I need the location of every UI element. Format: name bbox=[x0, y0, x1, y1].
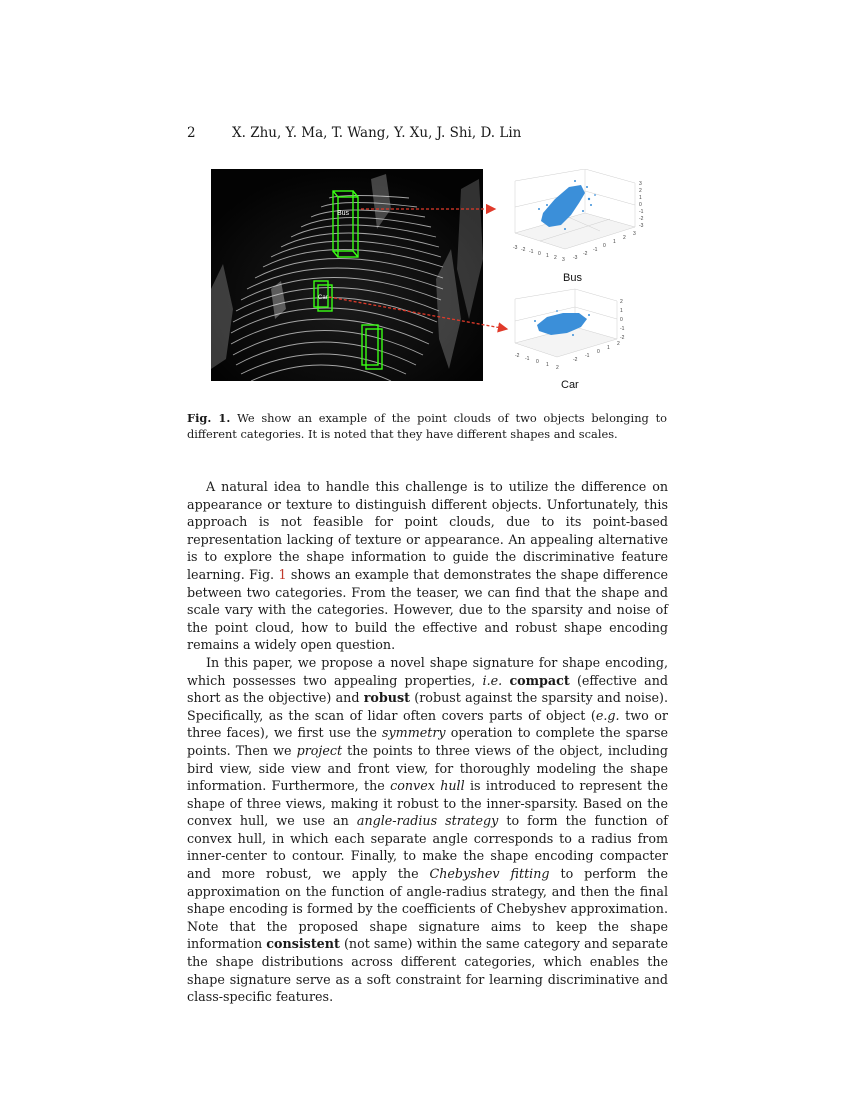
para2-compact: compact bbox=[509, 672, 570, 688]
para2-text: (not same) within the same category and separate the shape distributions across different categories, which enables the shape signature serve as a soft constraint for learning discriminative and class-specific features. bbox=[187, 936, 668, 1005]
para2-text: operation to complete the sparse points. Then we bbox=[187, 725, 668, 758]
car-xtick: 1 bbox=[546, 362, 549, 368]
para2-text: to perform the approximation on the function of angle-radius strategy, and then the final shape encoding is formed by the coefficients of Chebyshev approximation. Note that the proposed shape signature aims to keep the shape information bbox=[187, 866, 668, 952]
para2-consistent: consistent bbox=[266, 936, 340, 952]
car-ztick: -2 bbox=[620, 335, 625, 341]
bus-ztick: 0 bbox=[639, 202, 642, 208]
figure-reference-link[interactable]: 1 bbox=[278, 566, 287, 582]
bus-xtick: 2 bbox=[554, 255, 557, 261]
para2-eg: e.g. bbox=[595, 707, 620, 723]
para2-ie: i.e. bbox=[482, 672, 503, 688]
paragraph-2 bbox=[187, 654, 668, 1006]
car-ztick: 0 bbox=[620, 317, 623, 323]
figure-caption bbox=[187, 410, 667, 442]
car-ytick: 0 bbox=[597, 349, 600, 355]
bus-ytick: 2 bbox=[623, 235, 626, 241]
car-ytick: 2 bbox=[617, 341, 620, 347]
bus-ztick: -2 bbox=[639, 216, 644, 222]
car-xtick: -1 bbox=[525, 356, 530, 362]
car-ztick: -1 bbox=[620, 326, 625, 332]
para2-project: project bbox=[296, 742, 343, 758]
lidar-label-bus: Bus bbox=[337, 210, 350, 217]
caption-text: We show an example of the point clouds of two objects belonging to different categories. It is noted that they have different shapes and scales. bbox=[187, 411, 667, 441]
lidar-scene-graphic bbox=[211, 169, 483, 381]
car-xtick: 0 bbox=[536, 359, 539, 365]
running-authors: X. Zhu, Y. Ma, T. Wang, Y. Xu, J. Shi, D. Lin bbox=[232, 125, 522, 141]
bus-ztick: 1 bbox=[639, 195, 642, 201]
para2-text: (robust against the sparsity and noise). Specifically, as the scan of lidar often covers parts of object ( bbox=[187, 690, 668, 723]
lidar-label-car: Car bbox=[318, 295, 328, 301]
bus-ztick: 3 bbox=[639, 181, 642, 187]
para1-text-b: shows an example that demonstrates the shape difference between two categories. From the teaser, we can find that the shape and scale vary with the categories. However, due to the sparsity and noise of the point cloud, how to build the effective and robust shape encoding remains a widely open question. bbox=[187, 566, 668, 653]
bus-ytick: 0 bbox=[603, 243, 606, 249]
lidar-scene-image bbox=[211, 169, 483, 381]
bus-ztick: -1 bbox=[639, 209, 644, 215]
para2-text: two or three faces), we first use the bbox=[187, 707, 668, 741]
para2-text: (effective and short as the objective) and bbox=[187, 672, 668, 706]
bus-xtick: 1 bbox=[546, 253, 549, 259]
para2-robust: robust bbox=[363, 690, 410, 706]
caption-label: Fig. 1. bbox=[187, 411, 231, 425]
bus-xtick: 3 bbox=[562, 257, 565, 263]
para2-angle-radius: angle-radius strategy bbox=[356, 813, 499, 829]
bus-ztick: 2 bbox=[639, 188, 642, 194]
bus-pointcloud-plot bbox=[495, 169, 651, 264]
car-ztick: 1 bbox=[620, 308, 623, 314]
para2-convex-hull: convex hull bbox=[390, 778, 465, 794]
body-text bbox=[187, 478, 668, 1006]
bus-ytick: -3 bbox=[573, 255, 578, 261]
bus-xtick: -1 bbox=[529, 249, 534, 255]
car-xtick: 2 bbox=[556, 365, 559, 371]
para2-symmetry: symmetry bbox=[382, 725, 446, 741]
para2-text: In this paper, we propose a novel shape signature for shape encoding, which possesses two appealing properties, bbox=[187, 654, 668, 688]
para2-text: to form the function of convex hull, in which each separate angle corresponds to a radius from inner-center to contour. Finally, to make the shape encoding compacter and more robust, we apply the bbox=[187, 813, 668, 882]
car-ytick: -2 bbox=[573, 357, 578, 363]
page-number: 2 bbox=[187, 125, 196, 141]
car-xtick: -2 bbox=[515, 353, 520, 359]
bus-ztick: -3 bbox=[639, 223, 644, 229]
bus-xtick: -3 bbox=[513, 245, 518, 251]
bus-ytick: -2 bbox=[583, 251, 588, 257]
figure-1 bbox=[211, 169, 651, 394]
para2-chebyshev: Chebyshev fitting bbox=[429, 866, 550, 882]
paragraph-1 bbox=[187, 478, 668, 654]
bus-xtick: 0 bbox=[538, 251, 541, 257]
bus-xtick: -2 bbox=[521, 247, 526, 253]
bus-ytick: 1 bbox=[613, 239, 616, 245]
car-ytick: 1 bbox=[607, 345, 610, 351]
para1-text-a: A natural idea to handle this challenge is to utilize the difference on appearance or texture to distinguish different objects. Unfortunately, this approach is not feasible for point clouds, due to its point-based representation lacking of texture or appearance. An appealing alternative is to explore the shape information to guide the discriminative feature learning. Fig. bbox=[187, 479, 668, 582]
car-ztick: 2 bbox=[620, 299, 623, 305]
para2-text: the points to three views of the object, including bird view, side view and front view, for thoroughly modeling the shape information. Furthermore, the bbox=[187, 742, 668, 794]
car-pointcloud-plot bbox=[507, 287, 631, 375]
bus-plot-label: Bus bbox=[563, 272, 582, 284]
bus-ytick: -1 bbox=[593, 247, 598, 253]
car-plot-label: Car bbox=[561, 379, 579, 391]
car-ytick: -1 bbox=[585, 353, 590, 359]
para2-text: is introduced to represent the shape of three views, making it robust to the inner-sparsity. Based on the convex hull, we use an bbox=[187, 778, 668, 829]
bus-ytick: 3 bbox=[633, 231, 636, 237]
